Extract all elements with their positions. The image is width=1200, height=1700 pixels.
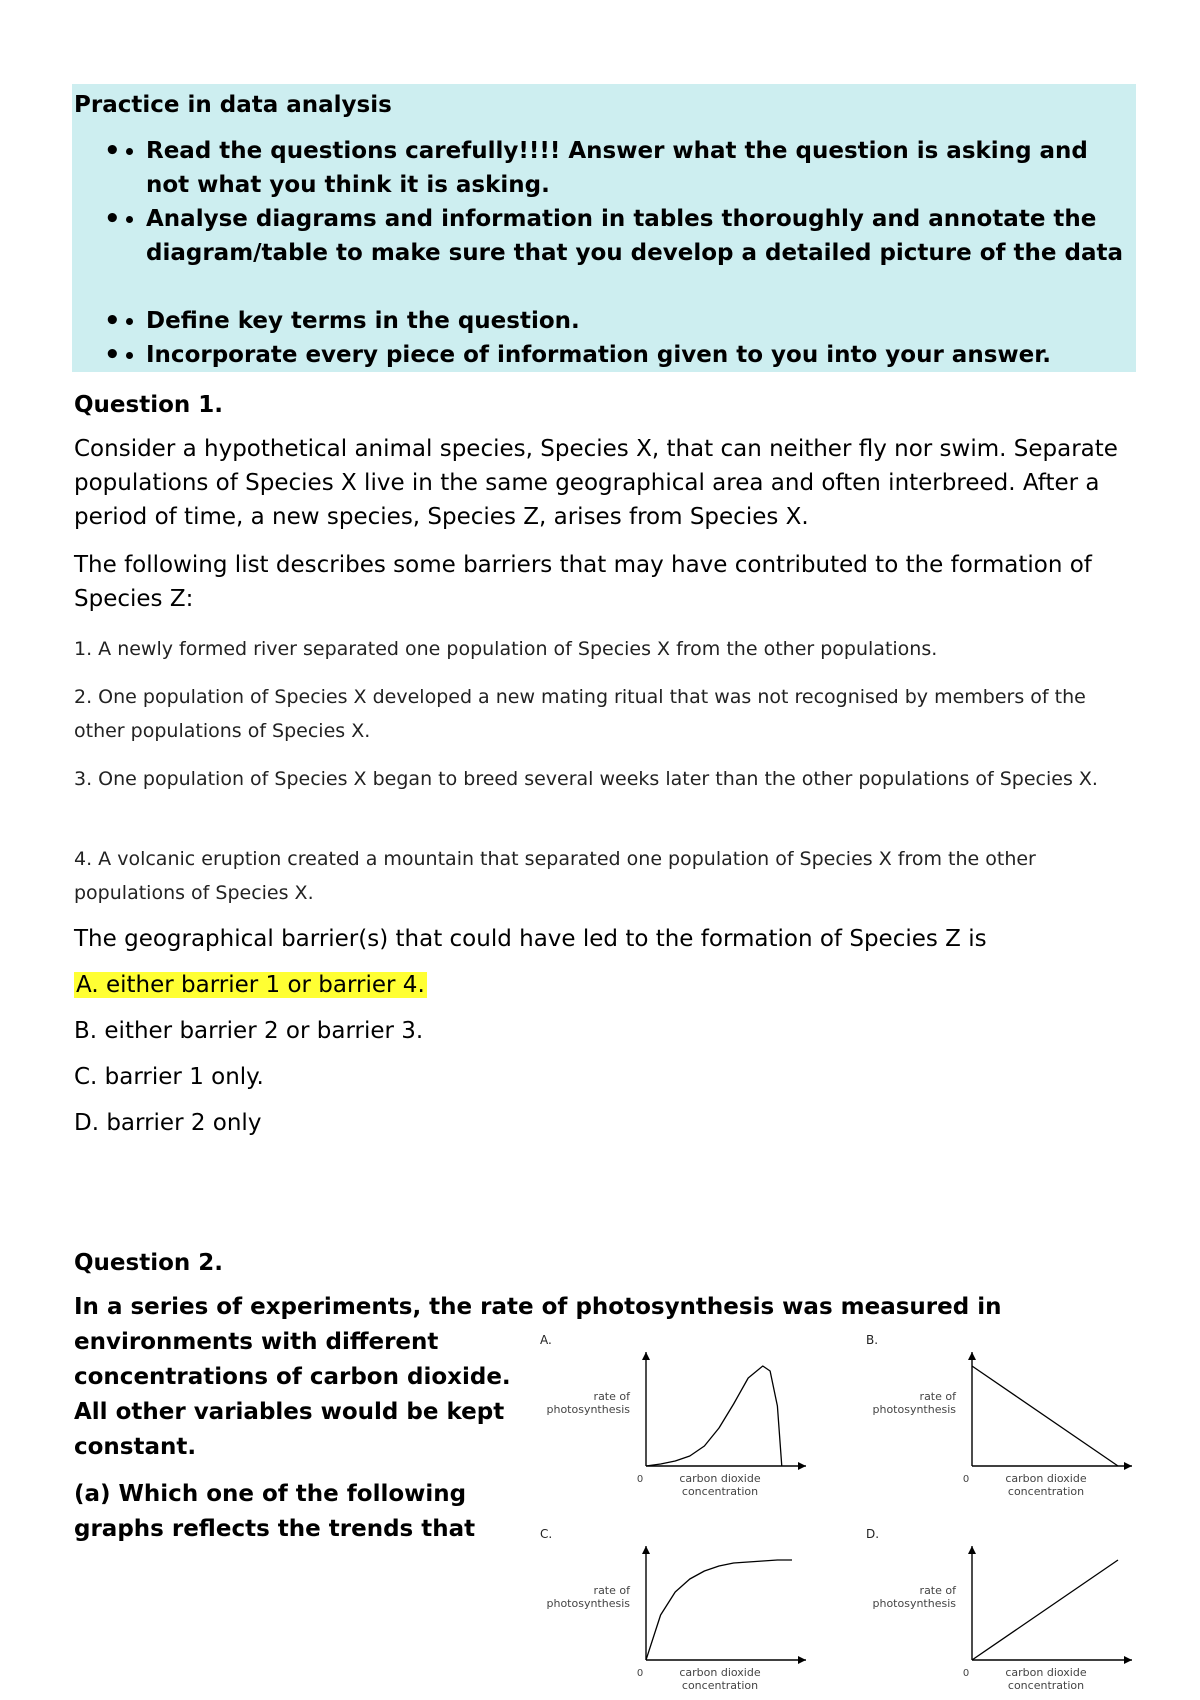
barrier-item: 3. One population of Species X began to breed several weeks later than the other populations of Species X. [74,768,1098,790]
answer-option-d: D. barrier 2 only [74,1110,262,1136]
question-2-text [74,1325,514,1559]
y-axis-label: rate of [919,1584,956,1597]
y-axis-label: rate of [919,1390,956,1403]
graph-title: D. [866,1527,880,1541]
tip-item: • • Define key terms in the question. [146,304,1126,338]
x-axis-label: carbon dioxide [679,1472,761,1485]
highlighted-answer: A. either barrier 1 or barrier 4. [76,972,425,998]
question-1-list-intro: The following list describes some barriers that may have contributed to the formation of Species Z: [74,552,1092,612]
x-axis-arrow [1124,1462,1132,1470]
barrier-item: 1. A newly formed river separated one population of Species X from the other populations. [74,638,938,660]
question-2-intro: environments with different concentrations of carbon dioxide. All other variables would be kept constant. [74,1329,511,1460]
origin-label: 0 [636,1474,644,1485]
question-2-part-a: (a) Which one of the following graphs reflects the trends that [74,1481,476,1542]
x-axis-label: carbon dioxide [679,1666,761,1679]
origin-label: 0 [962,1668,970,1679]
graph-title: C. [540,1527,553,1541]
answer-option-c: C. barrier 1 only. [74,1064,264,1090]
y-axis-label: rate of [593,1584,630,1597]
y-axis-arrow [968,1546,976,1554]
x-axis-arrow [798,1462,806,1470]
tip-item: • • Read the questions carefully!!!! Answer what the question is asking and not what you think it is asking. [146,134,1126,202]
tips-title: Practice in data analysis [74,92,392,118]
data-line [972,1366,1118,1466]
y-axis-arrow [642,1352,650,1360]
x-axis-label: carbon dioxide [1005,1472,1087,1485]
x-axis-label: concentration [1007,1485,1085,1498]
question-1-stem: The geographical barrier(s) that could have led to the formation of Species Z is [74,926,987,952]
graph-grid [536,1330,1148,1696]
x-axis-label: concentration [681,1485,759,1498]
question-2-intro-first-line: In a series of experiments, the rate of photosynthesis was measured in [74,1294,1002,1320]
tip-item: • • Analyse diagrams and information in tables thoroughly and annotate the diagram/table to make sure that you develop a detailed picture of the data [146,202,1126,270]
x-axis-label: carbon dioxide [1005,1666,1087,1679]
x-axis-label: concentration [681,1679,759,1692]
data-line [646,1560,792,1660]
origin-label: 0 [962,1474,970,1485]
tip-item: • • Incorporate every piece of information given to you into your answer. [146,338,1126,372]
y-axis-label: photosynthesis [872,1403,956,1416]
y-axis-label: photosynthesis [872,1597,956,1610]
question-1-heading: Question 1. [74,392,224,418]
barrier-item: 2. One population of Species X developed a new mating ritual that was not recognised by members of the other populations of Species X. [74,686,1086,742]
y-axis-label: photosynthesis [546,1597,630,1610]
answer-option-b: B. either barrier 2 or barrier 3. [74,1018,424,1044]
x-axis-arrow [1124,1656,1132,1664]
y-axis-arrow [968,1352,976,1360]
data-line [972,1560,1118,1660]
question-1-scenario: Consider a hypothetical animal species, Species X, that can neither fly nor swim. Separate populations of Species X live in the same geographical area and often interbreed. After a period of time, a new species, Species Z, arises from Species X. [74,436,1118,530]
graphs-figure [536,1330,1148,1696]
barrier-item: 4. A volcanic eruption created a mountain that separated one population of Species X from the other populations of Species X. [74,848,1036,904]
data-line [646,1366,782,1466]
graph-title: A. [540,1333,552,1347]
graph-title: B. [866,1333,879,1347]
x-axis-label: concentration [1007,1679,1085,1692]
y-axis-label: rate of [593,1390,630,1403]
x-axis-arrow [798,1656,806,1664]
y-axis-label: photosynthesis [546,1403,630,1416]
question-2-heading: Question 2. [74,1250,224,1276]
answer-option-a [74,968,427,1002]
y-axis-arrow [642,1546,650,1554]
origin-label: 0 [636,1668,644,1679]
